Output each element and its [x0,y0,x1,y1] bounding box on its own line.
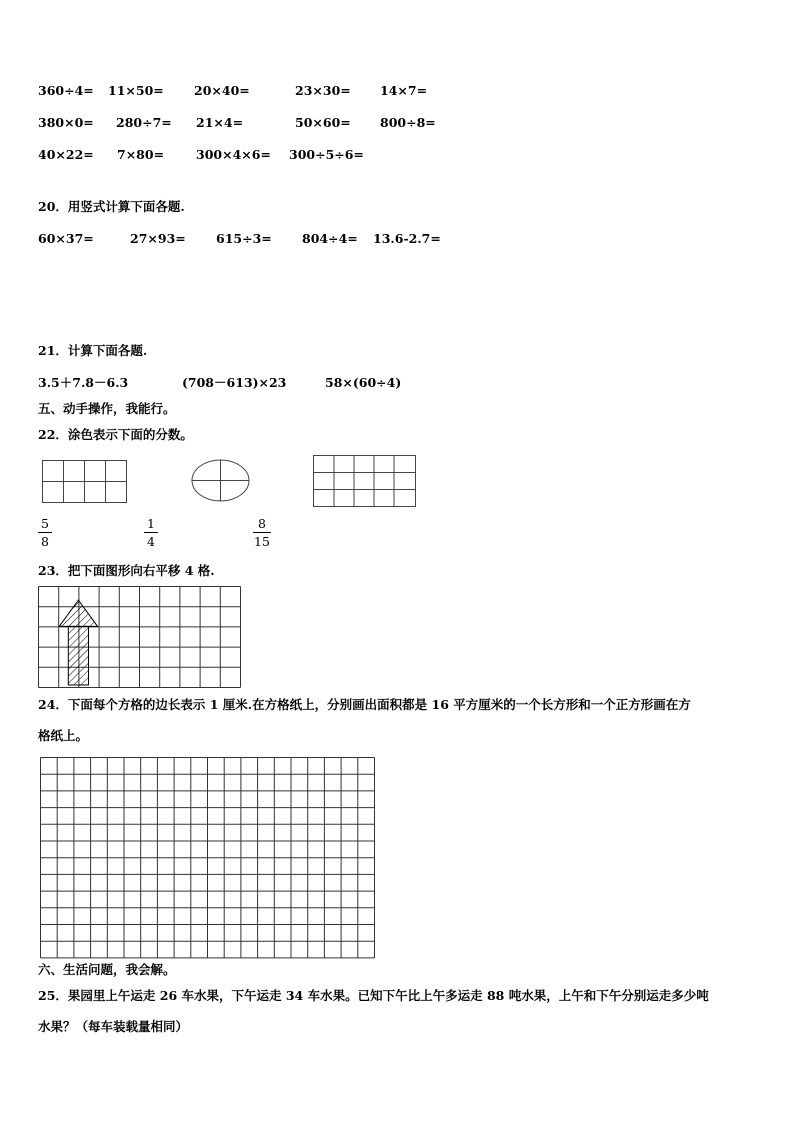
expression: 360÷4= [38,83,94,98]
section-6-heading: 六、生活问题，我会解。 [38,962,176,977]
expression: 40×22= [38,147,94,162]
expression: 615÷3= [216,231,272,246]
fraction-8-15 [252,516,272,549]
denominator: 15 [254,534,270,549]
expression: 14×7= [380,83,428,98]
fraction-5-8 [37,516,53,549]
expression: 380×0= [38,115,94,130]
section-5-heading: 五、动手操作，我能行。 [38,401,176,416]
fraction-bar [38,532,52,533]
denominator: 4 [147,534,155,549]
expression: 23×30= [295,83,351,98]
q20-title: 20．用竖式计算下面各题. [38,199,185,214]
expression: 280÷7= [116,115,172,130]
expression: 60×37= [38,231,94,246]
q21-title: 21．计算下面各题. [38,343,148,358]
fraction-bar [253,532,271,533]
expression: 300÷5÷6= [289,147,364,162]
expression: 800÷8= [380,115,436,130]
expression: 27×93= [130,231,186,246]
expression: 7×80= [117,147,165,162]
q24-text-line2: 格纸上。 [38,728,89,743]
q24-text-line1: 24．下面每个方格的边长表示 1 厘米.在方格纸上，分别画出面积都是 16 平方厘米的一个长方形和一个正方形画在方 [38,697,691,712]
q23-title: 23．把下面图形向右平移 4 格. [38,563,215,578]
expression: 804÷4= [302,231,358,246]
expression: 20×40= [194,83,250,98]
expression: 13.6-2.7= [373,231,441,246]
expression: 3.5＋7.8－6.3 [38,375,129,390]
expression: (708－613)×23 [182,375,287,390]
expression: 50×60= [295,115,351,130]
translation-grid [38,586,242,688]
q22-title: 22．涂色表示下面的分数。 [38,427,193,442]
numerator: 1 [147,516,155,531]
arrow-shape [59,600,97,685]
expression: 21×4= [196,115,244,130]
rectangle-15-grid [313,455,417,507]
fraction-1-4 [143,516,159,549]
rectangle-8-grid [42,460,128,504]
expression: 300×4×6= [196,147,271,162]
square-grid-paper [40,757,377,957]
numerator: 5 [41,516,49,531]
expression: 58×(60÷4) [325,375,402,390]
denominator: 8 [41,534,49,549]
oval-4-parts [191,459,251,503]
expression: 11×50= [108,83,164,98]
fraction-bar [144,532,158,533]
q25-text-line1: 25．果园里上午运走 26 车水果，下午运走 34 车水果。已知下午比上午多运走 88 吨水果，上午和下午分别运走多少吨 [38,988,709,1003]
numerator: 8 [258,516,266,531]
q25-text-line2: 水果？（每车装载量相同） [38,1019,189,1034]
